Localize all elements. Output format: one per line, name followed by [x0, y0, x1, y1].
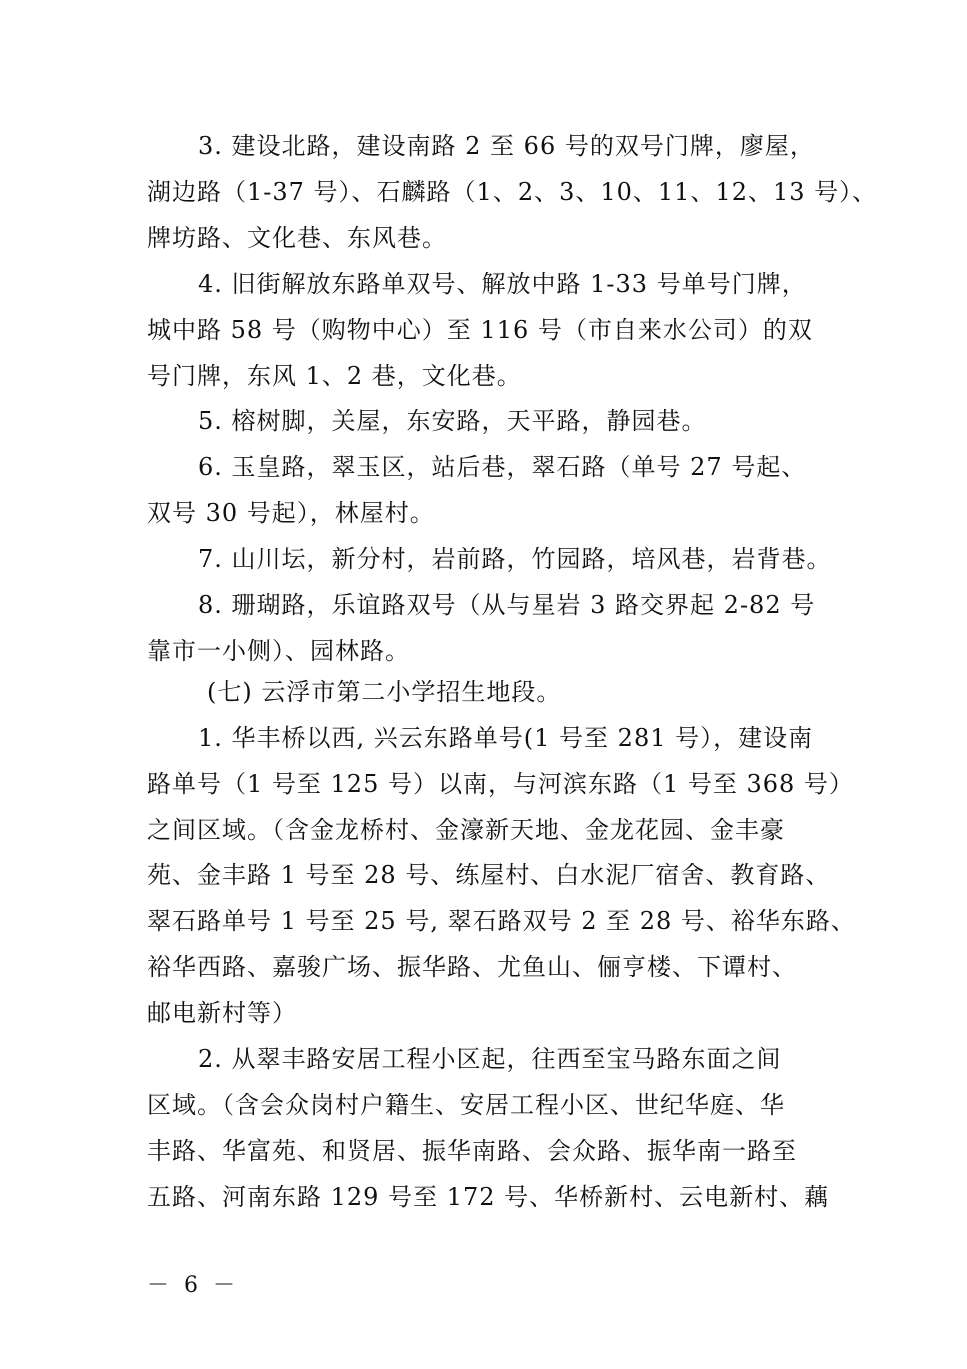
text-line: 丰路、华富苑、和贤居、振华南路、会众路、振华南一路至: [147, 1137, 797, 1165]
text-line: 3. 建设北路，建设南路 2 至 66 号的双号门牌，廖屋，: [198, 132, 815, 160]
text-line: 6. 玉皇路，翠玉区，站后巷，翠石路（单号 27 号起、: [198, 453, 807, 481]
text-line: 邮电新村等）: [147, 999, 297, 1027]
text-line: 路单号（1 号至 125 号）以南，与河滨东路（1 号至 368 号）: [147, 770, 854, 798]
text-line: 1. 华丰桥以西, 兴云东路单号(1 号至 281 号），建设南: [198, 724, 814, 752]
section-heading: (七) 云浮市第二小学招生地段。: [207, 678, 562, 706]
text-line: 五路、河南东路 129 号至 172 号、华桥新村、云电新村、藕: [147, 1183, 830, 1211]
text-line: 翠石路单号 1 号至 25 号, 翠石路双号 2 至 28 号、裕华东路、: [147, 907, 856, 935]
text-line: 湖边路（1-37 号）、石麟路（1、2、3、10、11、12、13 号）、: [147, 178, 878, 206]
text-line: 靠市一小侧）、园林路。: [147, 637, 410, 665]
text-line: 8. 珊瑚路，乐谊路双号（从与星岩 3 路交界起 2-82 号: [198, 591, 816, 619]
text-line: 5. 榕树脚，关屋，东安路，天平路，静园巷。: [198, 407, 707, 435]
text-line: 苑、金丰路 1 号至 28 号、练屋村、白水泥厂宿舍、教育路、: [147, 861, 831, 889]
text-line: 双号 30 号起），林屋村。: [147, 499, 435, 527]
text-line: 之间区域。（含金龙桥村、金濠新天地、金龙花园、金丰豪: [147, 816, 785, 844]
page-number: － 6 －: [147, 1273, 239, 1298]
text-line: 号门牌，东风 1、2 巷，文化巷。: [147, 362, 522, 390]
text-line: 牌坊路、文化巷、东风巷。: [147, 224, 447, 252]
text-line: 城中路 58 号（购物中心）至 116 号（市自来水公司）的双: [147, 316, 813, 344]
text-line: 7. 山川坛，新分村，岩前路，竹园路，培风巷，岩背巷。: [198, 545, 832, 573]
text-line: 2. 从翠丰路安居工程小区起，往西至宝马路东面之间: [198, 1045, 782, 1073]
text-line: 4. 旧街解放东路单双号、解放中路 1-33 号单号门牌，: [198, 270, 807, 298]
text-line: 裕华西路、嘉骏广场、振华路、尤鱼山、俪亨楼、下谭村、: [147, 953, 797, 981]
text-line: 区域。（含会众岗村户籍生、安居工程小区、世纪华庭、华: [147, 1091, 785, 1119]
